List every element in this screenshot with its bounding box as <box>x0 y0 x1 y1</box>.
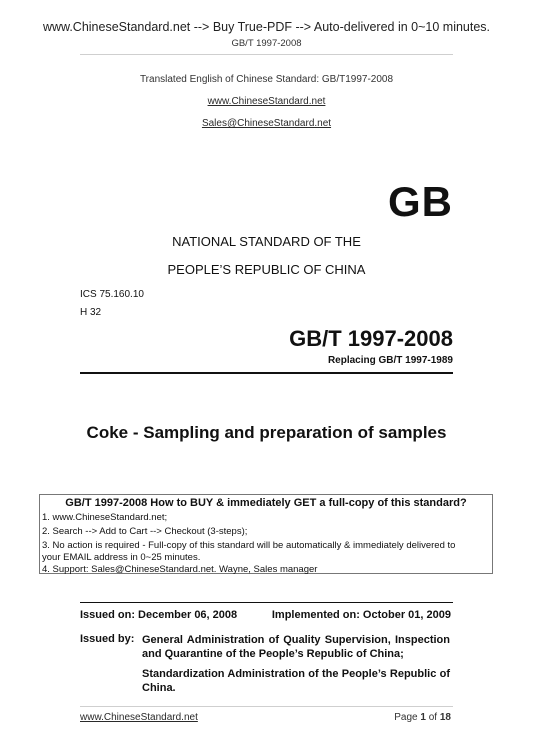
purchase-step-4: 4. Support: Sales@ChineseStandard.net. Wayne, Sales manager <box>42 564 318 575</box>
translated-line: Translated English of Chinese Standard: GB/T1997-2008 <box>139 74 394 85</box>
header-doc-code: GB/T 1997-2008 <box>231 38 302 49</box>
dates-divider <box>80 602 453 603</box>
header-banner: www.ChineseStandard.net --> Buy True-PDF --> Auto-delivered in 0~10 minutes. <box>42 20 491 34</box>
purchase-step-1: 1. www.ChineseStandard.net; <box>42 512 168 523</box>
page-of: of <box>425 712 440 723</box>
page-indicator <box>394 712 451 723</box>
gb-logo-text: GB <box>388 178 453 225</box>
page-prefix: Page <box>394 712 421 723</box>
page-total: 18 <box>439 712 451 723</box>
purchase-info-box <box>39 494 493 574</box>
ics-code: ICS 75.160.10 <box>80 289 144 300</box>
website-link[interactable]: www.ChineseStandard.net <box>207 96 326 107</box>
issued-by-label: Issued by: <box>80 633 135 645</box>
email-link[interactable]: Sales@ChineseStandard.net <box>201 118 332 129</box>
title-divider <box>80 372 453 374</box>
purchase-step-3-cont: your EMAIL address in 0~25 minutes. <box>42 552 201 563</box>
standard-code: GB/T 1997-2008 <box>289 326 453 351</box>
issuing-org-2: Standardization Administration of the People’s Republic of China. <box>142 668 450 694</box>
purchase-step-3: 3. No action is required - Full-copy of this standard will be automatically & immediately delivered to <box>42 540 456 551</box>
issuing-org-1: General Administration of Quality Supervision, Inspection and Quarantine of the People’s Republic of China; <box>142 634 450 660</box>
page-number: 1 <box>420 712 426 723</box>
national-standard-line1: NATIONAL STANDARD OF THE <box>172 234 361 249</box>
national-standard-line2: PEOPLE’S REPUBLIC OF CHINA <box>167 262 366 277</box>
replacing-note: Replacing GB/T 1997-1989 <box>327 355 453 366</box>
header-divider <box>80 54 453 55</box>
footer-website-link[interactable]: www.ChineseStandard.net <box>80 712 198 723</box>
document-title: Coke - Sampling and preparation of samples <box>86 423 447 442</box>
purchase-step-2: 2. Search --> Add to Cart --> Checkout (3-steps); <box>42 526 248 537</box>
h-code: H 32 <box>80 307 102 318</box>
issued-date: Issued on: December 06, 2008 <box>80 609 238 621</box>
purchase-box-title: GB/T 1997-2008 How to BUY & immediately GET a full-copy of this standard? <box>65 497 467 509</box>
footer-divider <box>80 706 453 707</box>
implemented-date: Implemented on: October 01, 2009 <box>271 609 451 621</box>
